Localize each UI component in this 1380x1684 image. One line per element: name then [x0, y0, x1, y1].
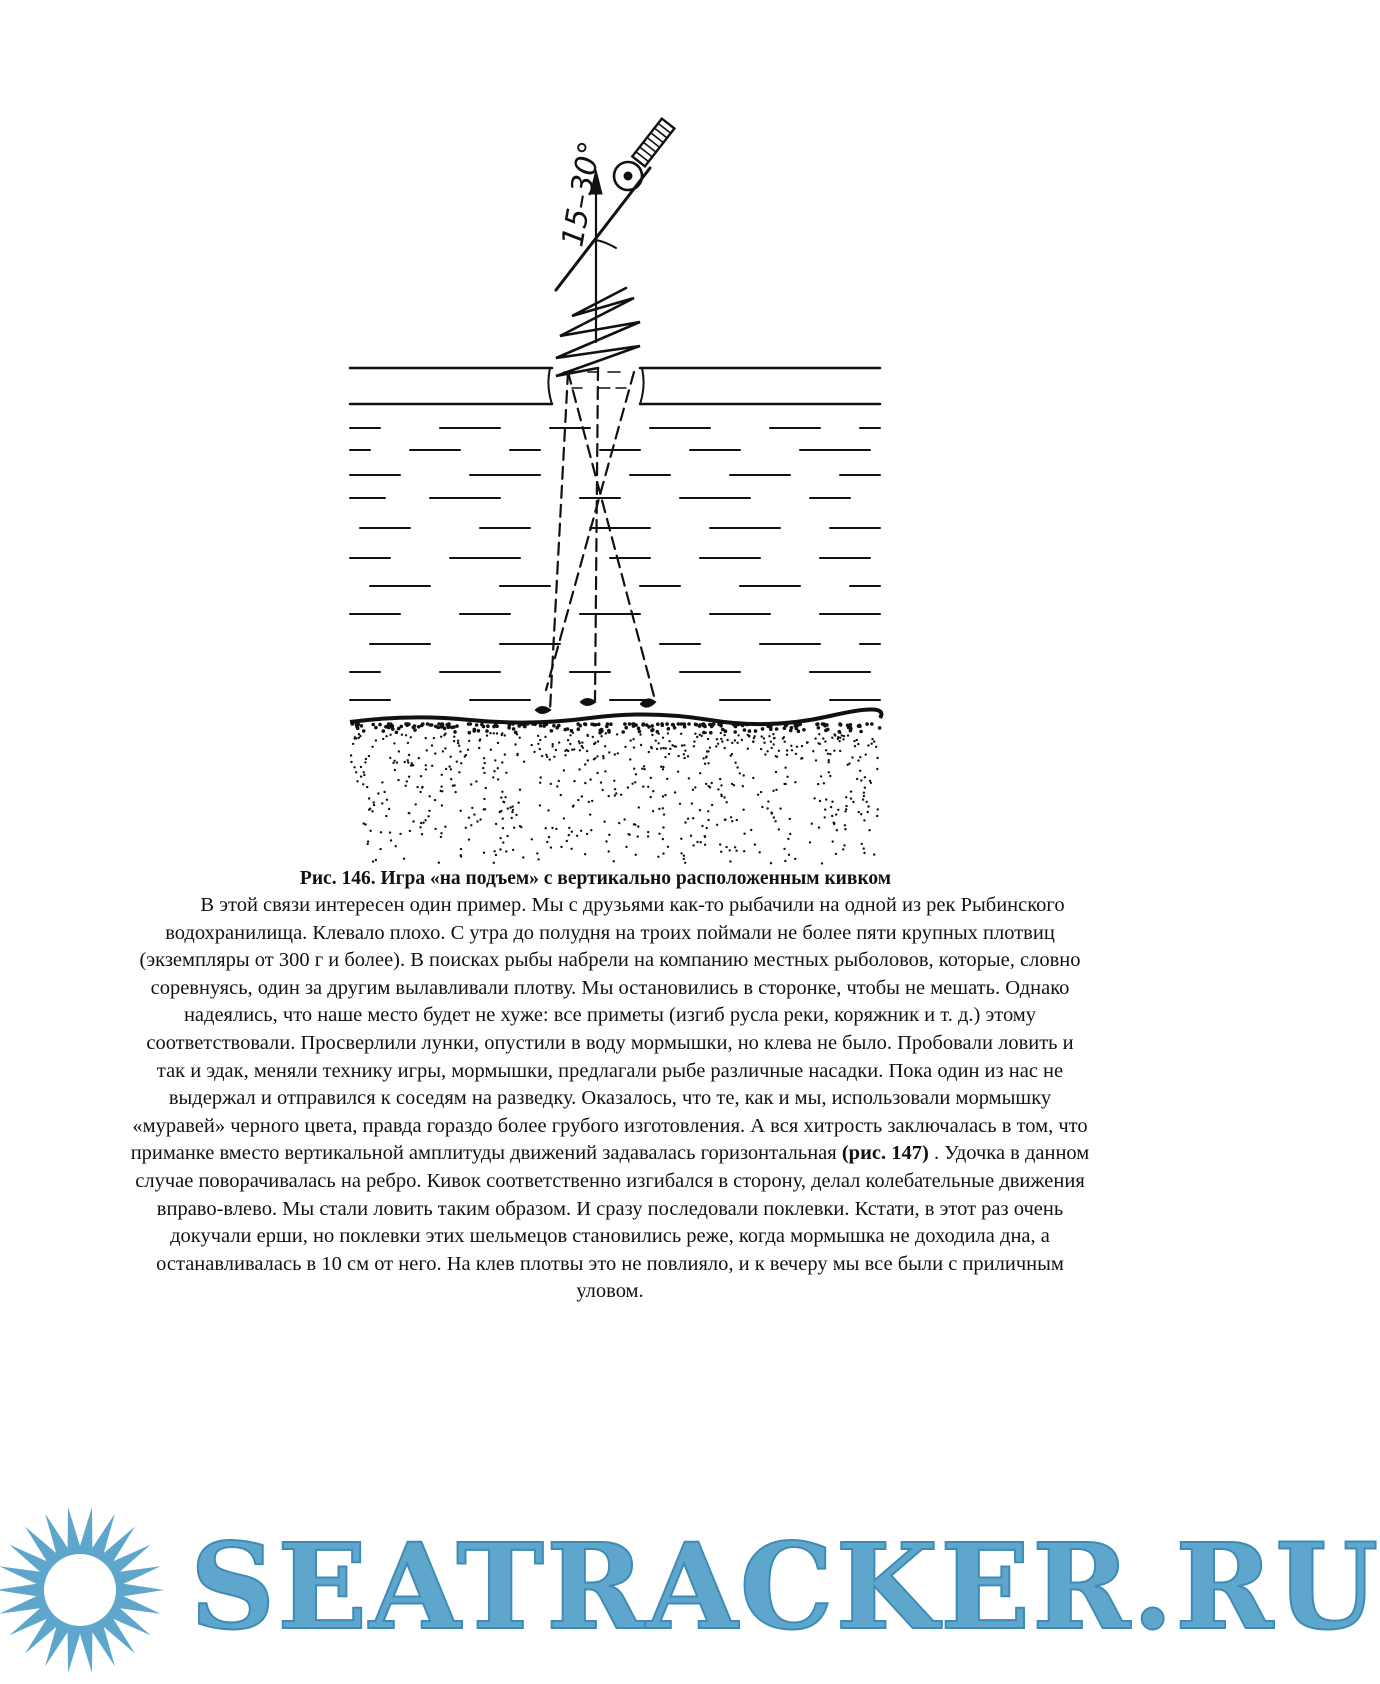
text-part-2: . Удочка в данном случае поворачивалась на ребро. Кивок соответственно изгибался в сторону, делал колебательные движения вправо-влево. Мы стали ловить таким образом. И сразу последовали поклевки. Кстати, в этот раз очень докучали ерши, но поклевки этих шельмецов становились реже, когда мормышка не доходила дна, а останавливалась в 10 см от него. На клев плотвы это не повлияло, и к вечеру мы все были с приличным уловом.	[135, 1142, 1090, 1303]
rod-handle	[632, 119, 674, 167]
ice-hole-left-edge	[548, 368, 552, 404]
hole-dashes	[564, 372, 626, 388]
figure-caption: Рис. 146. Игра «на подъем» с вертикально расположенным кивком	[299, 868, 892, 889]
jig-lures	[536, 699, 655, 713]
nod-spring	[556, 288, 640, 376]
sun-icon	[0, 1507, 164, 1673]
riverbed-surface	[350, 709, 881, 724]
ice-hole-right-edge	[640, 368, 644, 404]
angle-label: 15–30°	[555, 138, 609, 250]
body-paragraph	[130, 892, 1090, 1306]
watermark-text: SEATRACKER.RU	[190, 1517, 1380, 1656]
dashed-lines	[546, 368, 655, 710]
reel-hub	[624, 172, 632, 180]
angle-arc	[596, 240, 616, 248]
figure-illustration	[350, 110, 950, 870]
water-lines	[350, 428, 880, 700]
riverbed-sand	[350, 722, 882, 864]
figure-reference[interactable]: (рис. 147)	[841, 1142, 929, 1165]
text-part-1: В этой связи интересен один пример. Мы с друзьями как-то рыбачили на одной из рек Рыбинского водохранилища. Клевало плохо. С утра до полудня на троих поймали не более пяти крупных плотвиц (экземпляры от 300 г и более). В поисках рыбы набрели на компанию местных рыболовов, которые, словно соревнуясь, один за другим вылавливали плотву. Мы остановились в сторонке, чтобы не мешать. Однако надеялись, что наше место будет не хуже: все приметы (изгиб русла реки, коряжник и т. д.) этому соответствовали. Просверлили лунки, опустили в воду мормышки, но клева не было. Пробовали ловить и так и эдак, меняли технику игры, мормышки, предлагали рыбе различные насадки. Пока один из нас не выдержал и отправился к соседям на разведку. Оказалось, что те, как и мы, использовали мормышку «муравей» черного цвета, правда гораздо более грубого изготовления. А вся хитрость заключалась в том, что приманке вместо вертикальной амплитуды движений задавалась горизонтальная	[130, 894, 1088, 1165]
